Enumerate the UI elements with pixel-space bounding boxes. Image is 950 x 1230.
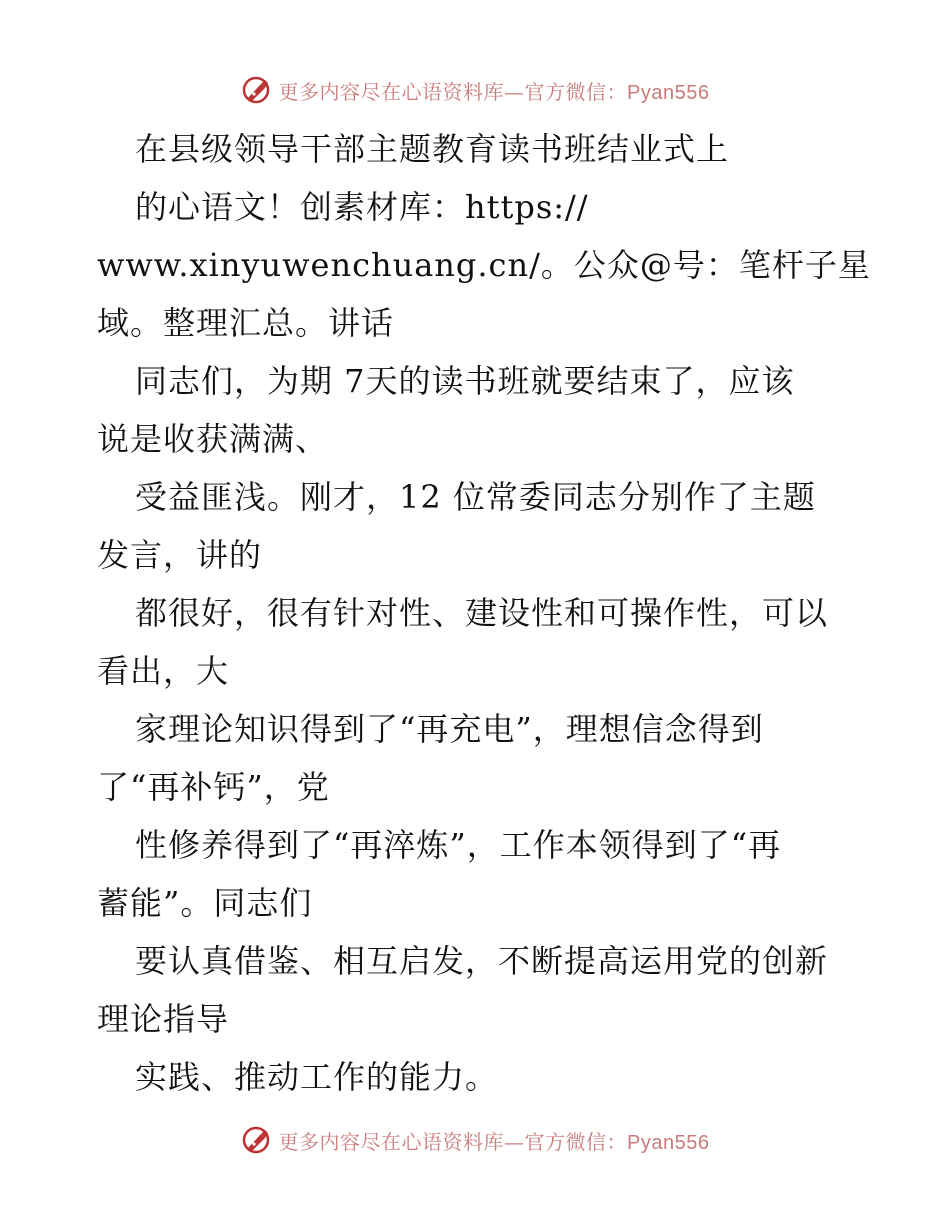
- text-line: 同志们，为期 7天的读书班就要结束了，应该: [135, 362, 795, 400]
- text-line: 域。整理汇总。讲话: [97, 304, 395, 342]
- text-line: 都很好，很有针对性、建设性和可操作性，可以: [135, 594, 829, 632]
- text-line: 了“再补钙”，党: [97, 768, 330, 806]
- header-watermark: [0, 70, 950, 110]
- pen-nib-logo-icon: [241, 75, 271, 105]
- text-line: www.xinyuwenchuang.cn/。公众@号：笔杆子星: [97, 246, 871, 284]
- text-line: 看出，大: [97, 652, 230, 690]
- header-watermark-id: Pyan556: [627, 81, 710, 104]
- text-line: 蓄能”。同志们: [97, 884, 313, 922]
- footer-watermark-text: 更多内容尽在心语资料库—官方微信：Pyan556: [278, 1129, 710, 1154]
- text-line: 性修养得到了“再淬炼”，工作本领得到了“再: [135, 826, 782, 864]
- text-line: 要认真借鉴、相互启发，不断提高运用党的创新: [135, 942, 829, 980]
- header-watermark-text: 更多内容尽在心语资料库—官方微信：Pyan556: [278, 79, 710, 104]
- pen-nib-logo-icon: [241, 1125, 271, 1155]
- text-line: 家理论知识得到了“再充电”，理想信念得到: [135, 710, 764, 748]
- text-line: 的心语文！创素材库：https://: [135, 188, 589, 226]
- document-body: [97, 120, 897, 1106]
- text-line: 说是收获满满、: [97, 420, 329, 458]
- footer-watermark: [0, 1120, 950, 1160]
- text-line: 在县级领导干部主题教育读书班结业式上: [135, 130, 730, 168]
- text-line: 实践、推动工作的能力。: [135, 1058, 499, 1096]
- text-line: 受益匪浅。刚才，12 位常委同志分别作了主题: [135, 478, 816, 516]
- text-line: 理论指导: [97, 1000, 230, 1038]
- footer-watermark-id: Pyan556: [627, 1131, 710, 1154]
- text-line: 发言，讲的: [97, 536, 263, 574]
